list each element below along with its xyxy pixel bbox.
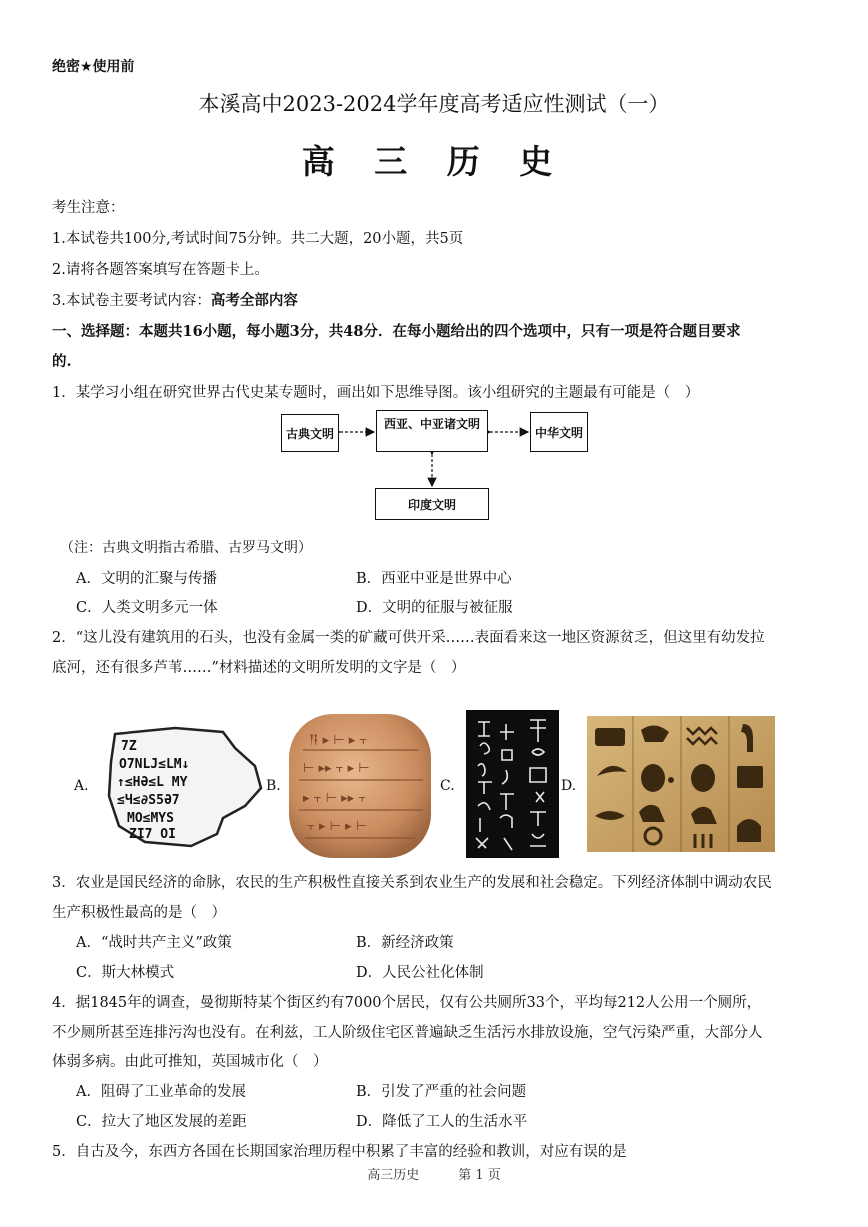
q2-image-a-inscription[interactable] <box>105 726 263 848</box>
q2-image-b-cuneiform-tablet[interactable] <box>285 710 435 862</box>
q4-stem-line2: 不少厕所甚至连排污沟也没有。在利兹，工人阶级住宅区普遍缺乏生活污水排放设施，空气污染严重，大部分人 <box>52 1025 763 1041</box>
exam-title: 本溪高中2023-2024学年度高考适应性测试（一） <box>198 92 670 116</box>
q1-option-b[interactable]: B．西亚中亚是世界中心 <box>356 571 512 587</box>
q1-option-a[interactable]: A．文明的汇聚与传播 <box>76 571 217 587</box>
mindmap-node-classical: 古典文明 <box>281 414 339 452</box>
q3-stem-line2: 生产积极性最高的是（ ） <box>52 905 226 921</box>
svg-text:≤Ч≤∂S5Ə7: ≤Ч≤∂S5Ə7 <box>117 793 180 808</box>
q2-label-c[interactable]: C. <box>440 778 455 794</box>
svg-text:⊢ ▸▸ ⫟ ▸ ⊢: ⊢ ▸▸ ⫟ ▸ ⊢ <box>303 761 370 776</box>
q2-image-c-seal-script[interactable] <box>466 710 559 858</box>
section-heading-line1: 一、选择题：本题共16小题，每小题3分，共48分．在每小题给出的四个选项中，只有一项是符合题目要求 <box>52 323 741 340</box>
svg-text:𒀀 ▸ ⊢ ▸ ⫟: 𒀀 ▸ ⊢ ▸ ⫟ <box>309 733 368 748</box>
hieroglyphs-image <box>587 716 775 852</box>
q3-option-b[interactable]: B．新经济政策 <box>356 935 454 951</box>
q4-stem-line3: 体弱多病。由此可推知，英国城市化（ ） <box>52 1054 328 1070</box>
q3-option-c[interactable]: C．斯大林模式 <box>76 965 175 981</box>
mindmap-node-chinese: 中华文明 <box>530 412 588 452</box>
section-heading-line2: 的. <box>52 353 72 370</box>
svg-text:▸ ⫟ ⊢ ▸▸ ⫟: ▸ ⫟ ⊢ ▸▸ ⫟ <box>303 791 367 806</box>
q4-option-c[interactable]: C．拉大了地区发展的差距 <box>76 1114 247 1130</box>
q4-option-b[interactable]: B．引发了严重的社会问题 <box>356 1084 527 1100</box>
q1-stem: 1．某学习小组在研究世界古代史某专题时，画出如下思维导图。该小组研究的主题最有可能是（ ） <box>52 385 700 401</box>
mindmap-node-west-central-asia: 西亚、中亚诸文明 <box>376 410 488 452</box>
q4-option-d[interactable]: D．降低了工人的生活水平 <box>356 1114 528 1130</box>
svg-text:↑≤HӘ≤L MY: ↑≤HӘ≤L MY <box>117 775 188 790</box>
svg-text:MO≤MYS: MO≤MYS <box>127 811 174 826</box>
cuneiform-tablet-image <box>285 710 435 862</box>
notice-item-1: 1.本试卷共100分,考试时间75分钟。共二大题，20小题，共5页 <box>52 231 464 247</box>
q3-stem-line1: 3．农业是国民经济的命脉，农民的生产积极性直接关系到农业生产的发展和社会稳定。下列经济体制中调动农民 <box>52 875 772 891</box>
notice-heading: 考生注意： <box>52 200 125 216</box>
q4-option-a[interactable]: A．阻碍了工业革命的发展 <box>76 1084 246 1100</box>
q2-image-d-hieroglyphs[interactable] <box>587 716 775 852</box>
inscription-fragment-image <box>105 726 263 848</box>
q1-option-c[interactable]: C．人类文明多元一体 <box>76 600 218 616</box>
q2-label-b[interactable]: B. <box>266 778 281 794</box>
q4-stem-line1: 4．据1845年的调查，曼彻斯特某个街区约有7000个居民，仅有公共厕所33个，平均每212人公用一个厕所， <box>52 995 762 1011</box>
q3-option-a[interactable]: A．“战时共产主义”政策 <box>76 935 232 951</box>
svg-text:O7NLJ≤LM↓: O7NLJ≤LM↓ <box>119 757 190 772</box>
svg-text:7Z: 7Z <box>121 739 137 754</box>
mindmap-arrows <box>0 0 868 540</box>
confidential-mark: 绝密★使用前 <box>52 59 135 75</box>
notice-item-3-content: 高考全部内容 <box>210 292 298 309</box>
subject-title: 高 三 历 史 <box>301 142 567 181</box>
q2-stem-line1: 2．“这儿没有建筑用的石头，也没有金属一类的矿藏可供开采……表面看来这一地区资源贫乏，但这里有幼发拉 <box>52 630 765 646</box>
seal-script-rubbing-image <box>466 710 559 858</box>
notice-item-2: 2.请将各题答案填写在答题卡上。 <box>52 262 269 278</box>
q2-stem-line2: 底河，还有很多芦苇……”材料描述的文明所发明的文字是（ ） <box>52 660 466 676</box>
q3-option-d[interactable]: D．人民公社化体制 <box>356 965 484 981</box>
page-footer: 高三历史 第 1 页 <box>367 1168 501 1183</box>
q1-option-d[interactable]: D．文明的征服与被征服 <box>356 600 513 616</box>
q5-stem: 5．自古及今，东西方各国在长期国家治理历程中积累了丰富的经验和教训，对应有误的是 <box>52 1144 627 1160</box>
mindmap-node-indian: 印度文明 <box>375 488 489 520</box>
q1-note: （注：古典文明指古希腊、古罗马文明） <box>60 540 312 556</box>
q2-label-a[interactable]: A. <box>74 778 89 794</box>
svg-text:⫟ ▸ ⊢ ▸ ⊢: ⫟ ▸ ⊢ ▸ ⊢ <box>307 819 368 834</box>
svg-text:ZI7 OI: ZI7 OI <box>129 827 176 842</box>
notice-item-3-prefix: 3.本试卷主要考试内容： <box>52 293 211 309</box>
q2-label-d[interactable]: D. <box>561 778 577 794</box>
